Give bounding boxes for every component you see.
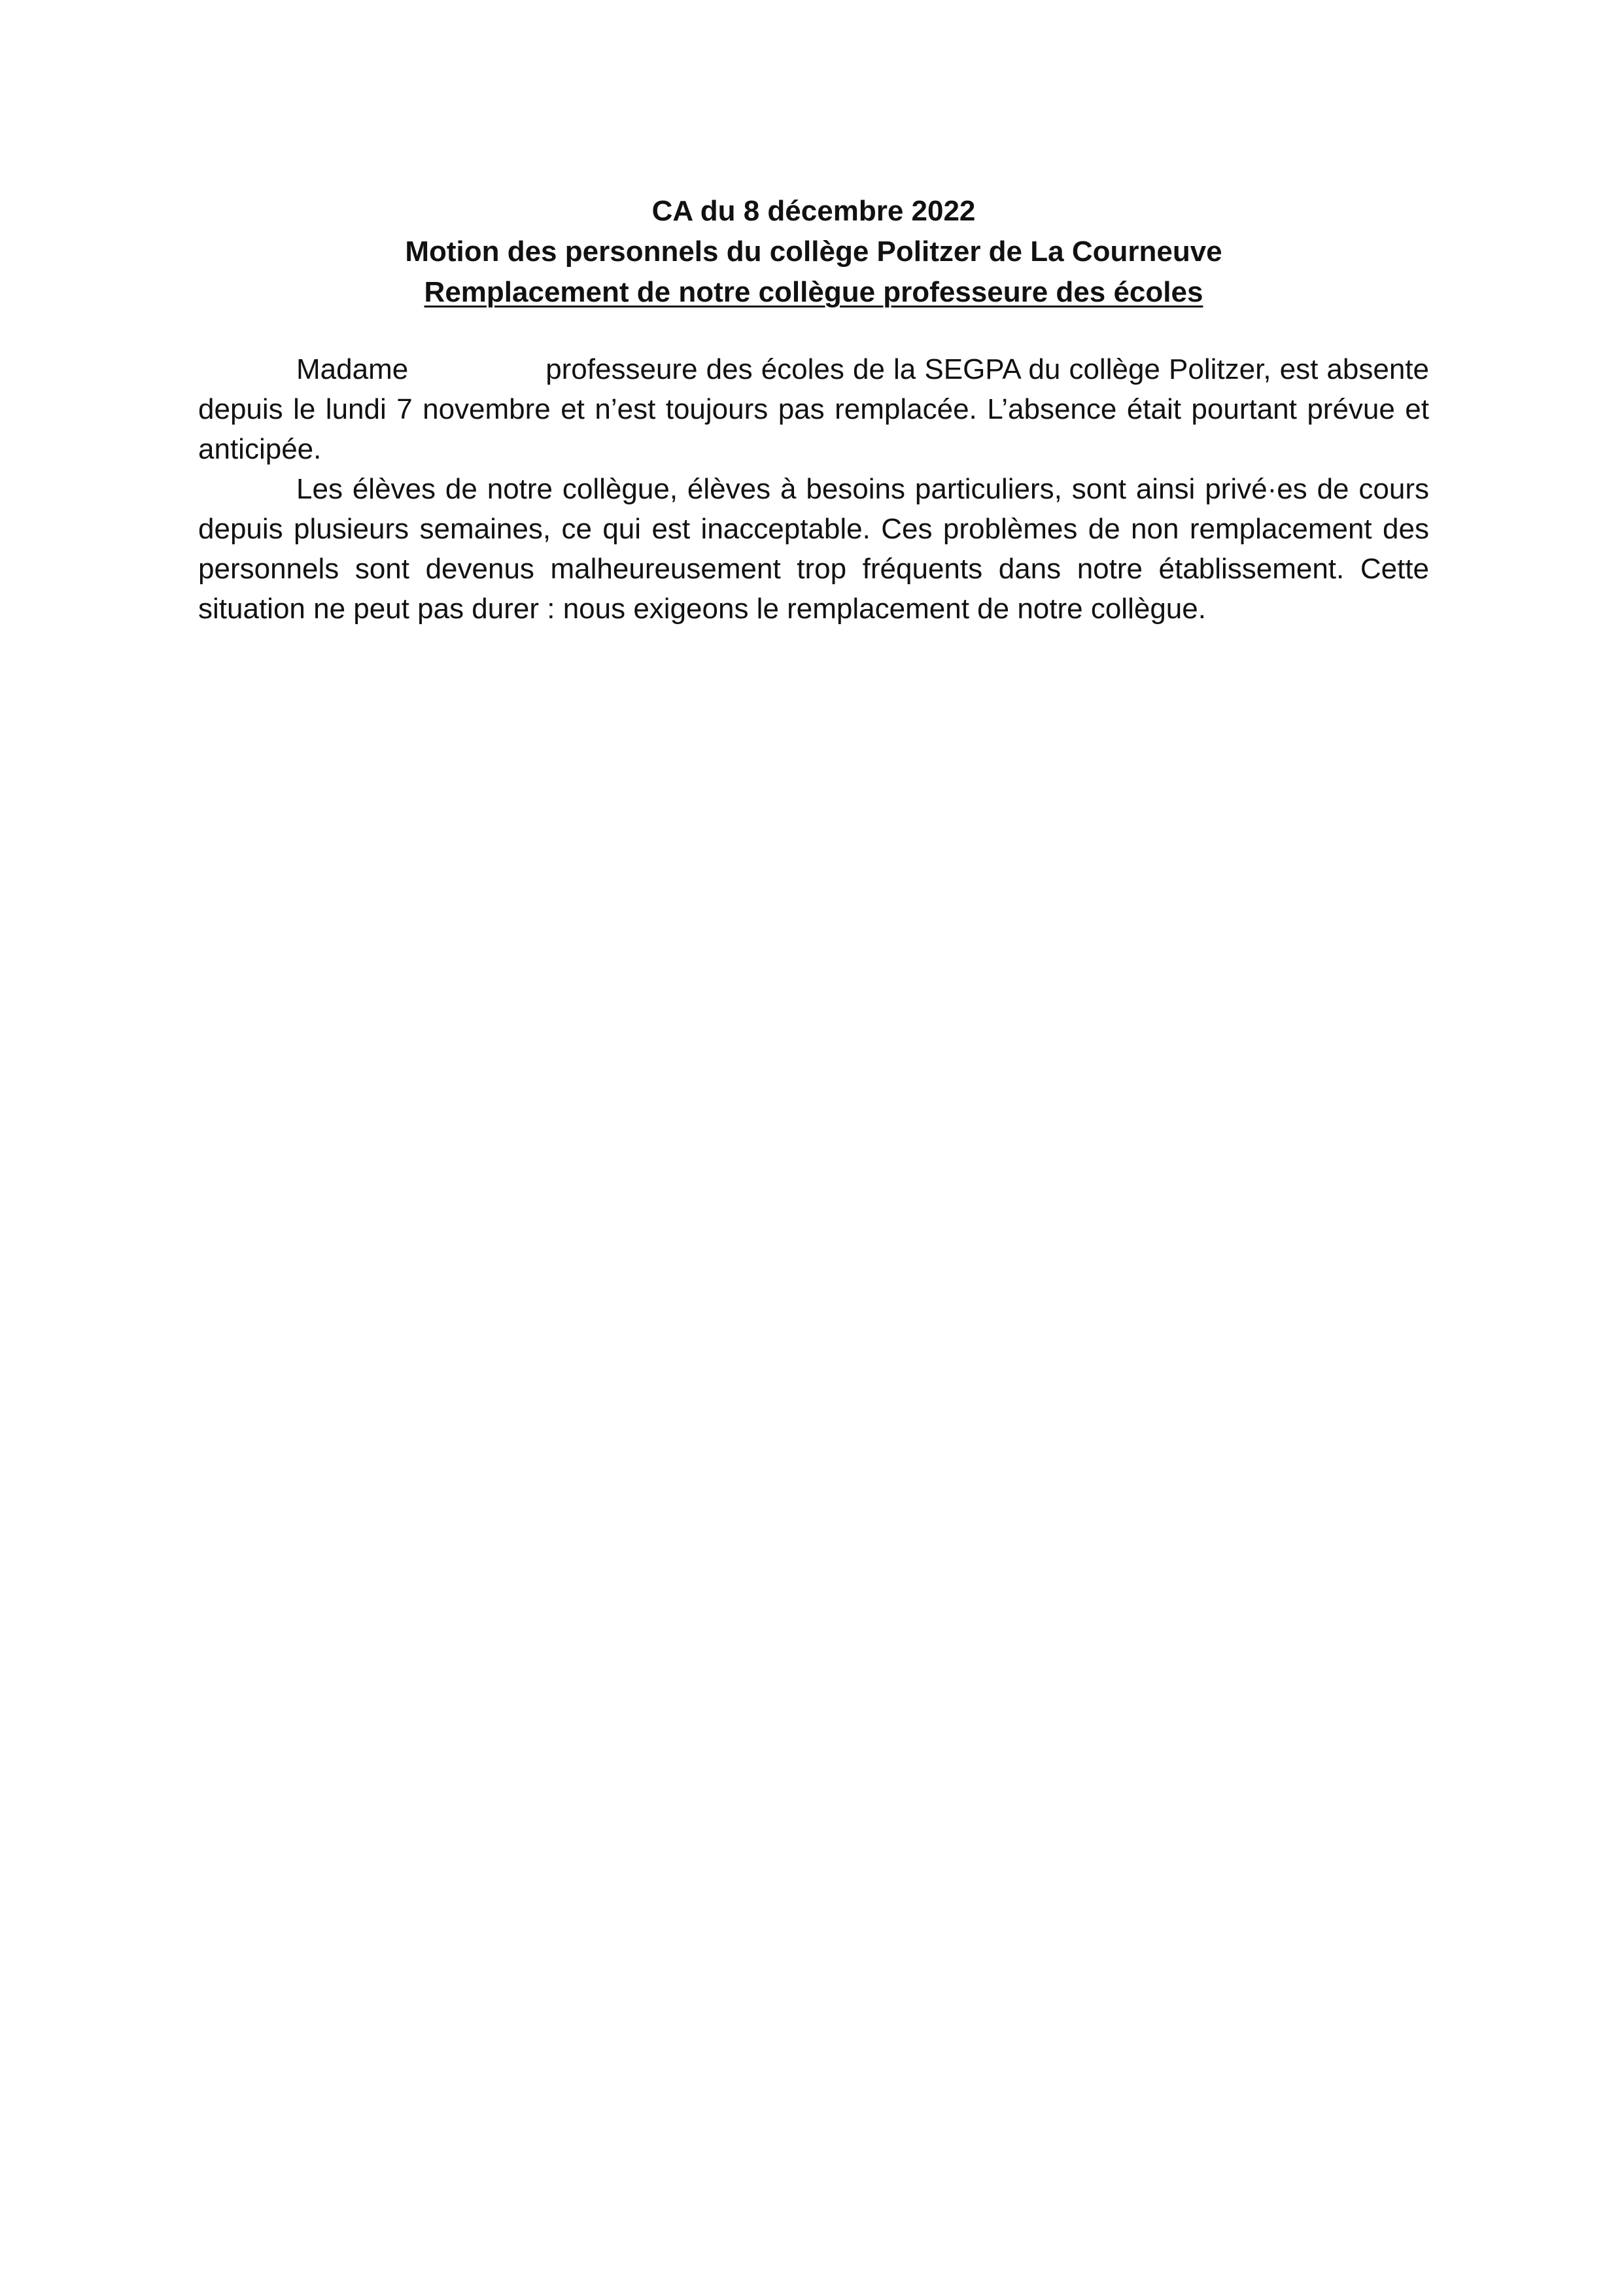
paragraph-1-rest: professeure des écoles de la SEGPA du collège Politzer, est absente depuis le lundi 7 novembre et n’est toujours pas remplacée. L’absence était pourtant prévue et anticipée. (198, 353, 1429, 465)
paragraph-1 (198, 349, 1429, 469)
document-subject: Remplacement de notre collègue professeure des écoles (424, 276, 1203, 308)
paragraph-1-start: Madame (296, 353, 409, 385)
paragraph-2: Les élèves de notre collègue, élèves à besoins particuliers, sont ainsi privé·es de cours depuis plusieurs semaines, ce qui est inacceptable. Ces problèmes de non remplacement des personnels sont devenus malheureusement trop fréquents dans notre établissement. Cette situation ne peut pas durer : nous exigeons le remplacement de notre collègue. (198, 473, 1429, 625)
motion-body (198, 349, 1429, 629)
document-subtitle: Motion des personnels du collège Politzer de La Courneuve (405, 236, 1222, 268)
document-title: CA du 8 décembre 2022 (651, 195, 976, 227)
document-header (198, 191, 1429, 313)
